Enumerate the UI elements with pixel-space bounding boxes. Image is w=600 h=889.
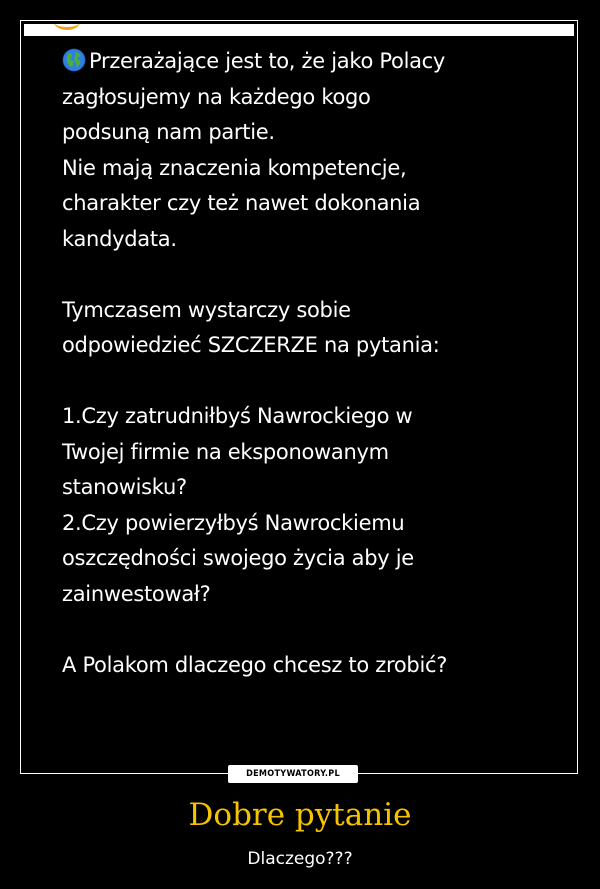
post-text	[62, 44, 562, 683]
emoji-icon	[54, 24, 80, 30]
post-line: kandydata.	[62, 226, 177, 251]
post-line	[62, 44, 562, 80]
top-bar	[24, 24, 574, 36]
post-line: 2.Czy powierzyłbyś Nawrockiemu	[62, 510, 405, 535]
post-line: Nie mają znaczenia kompetencje,	[62, 155, 407, 180]
globe-icon	[62, 48, 86, 72]
caption-subtitle: Dlaczego???	[247, 849, 353, 869]
post-screenshot	[24, 24, 574, 770]
post-line: zagłosujemy na każdego kogo	[62, 84, 371, 109]
post-line: zainwestował?	[62, 581, 211, 606]
post-line-text: Przerażające jest to, że jako Polacy	[89, 49, 446, 73]
post-line: Twojej firmie na eksponowanym	[62, 439, 389, 464]
post-line: charakter czy też nawet dokonania	[62, 191, 421, 215]
post-line: Tymczasem wystarczy sobie	[62, 297, 351, 322]
post-line: A Polakom dlaczego chcesz to zrobić?	[62, 652, 448, 677]
watermark-badge: DEMOTYWATORY.PL	[228, 765, 358, 783]
post-line: odpowiedzieć SZCZERZE na pytania:	[62, 333, 440, 357]
post-line: oszczędności swojego życia aby je	[62, 546, 414, 570]
post-line: stanowisku?	[62, 475, 187, 499]
post-line: 1.Czy zatrudniłbyś Nawrockiego w	[62, 404, 413, 428]
paragraph-gap	[62, 612, 562, 648]
paragraph-gap	[62, 364, 562, 400]
caption-title: Dobre pytanie	[188, 797, 412, 833]
post-line: podsuną nam partie.	[62, 120, 275, 144]
paragraph-gap	[62, 257, 562, 293]
